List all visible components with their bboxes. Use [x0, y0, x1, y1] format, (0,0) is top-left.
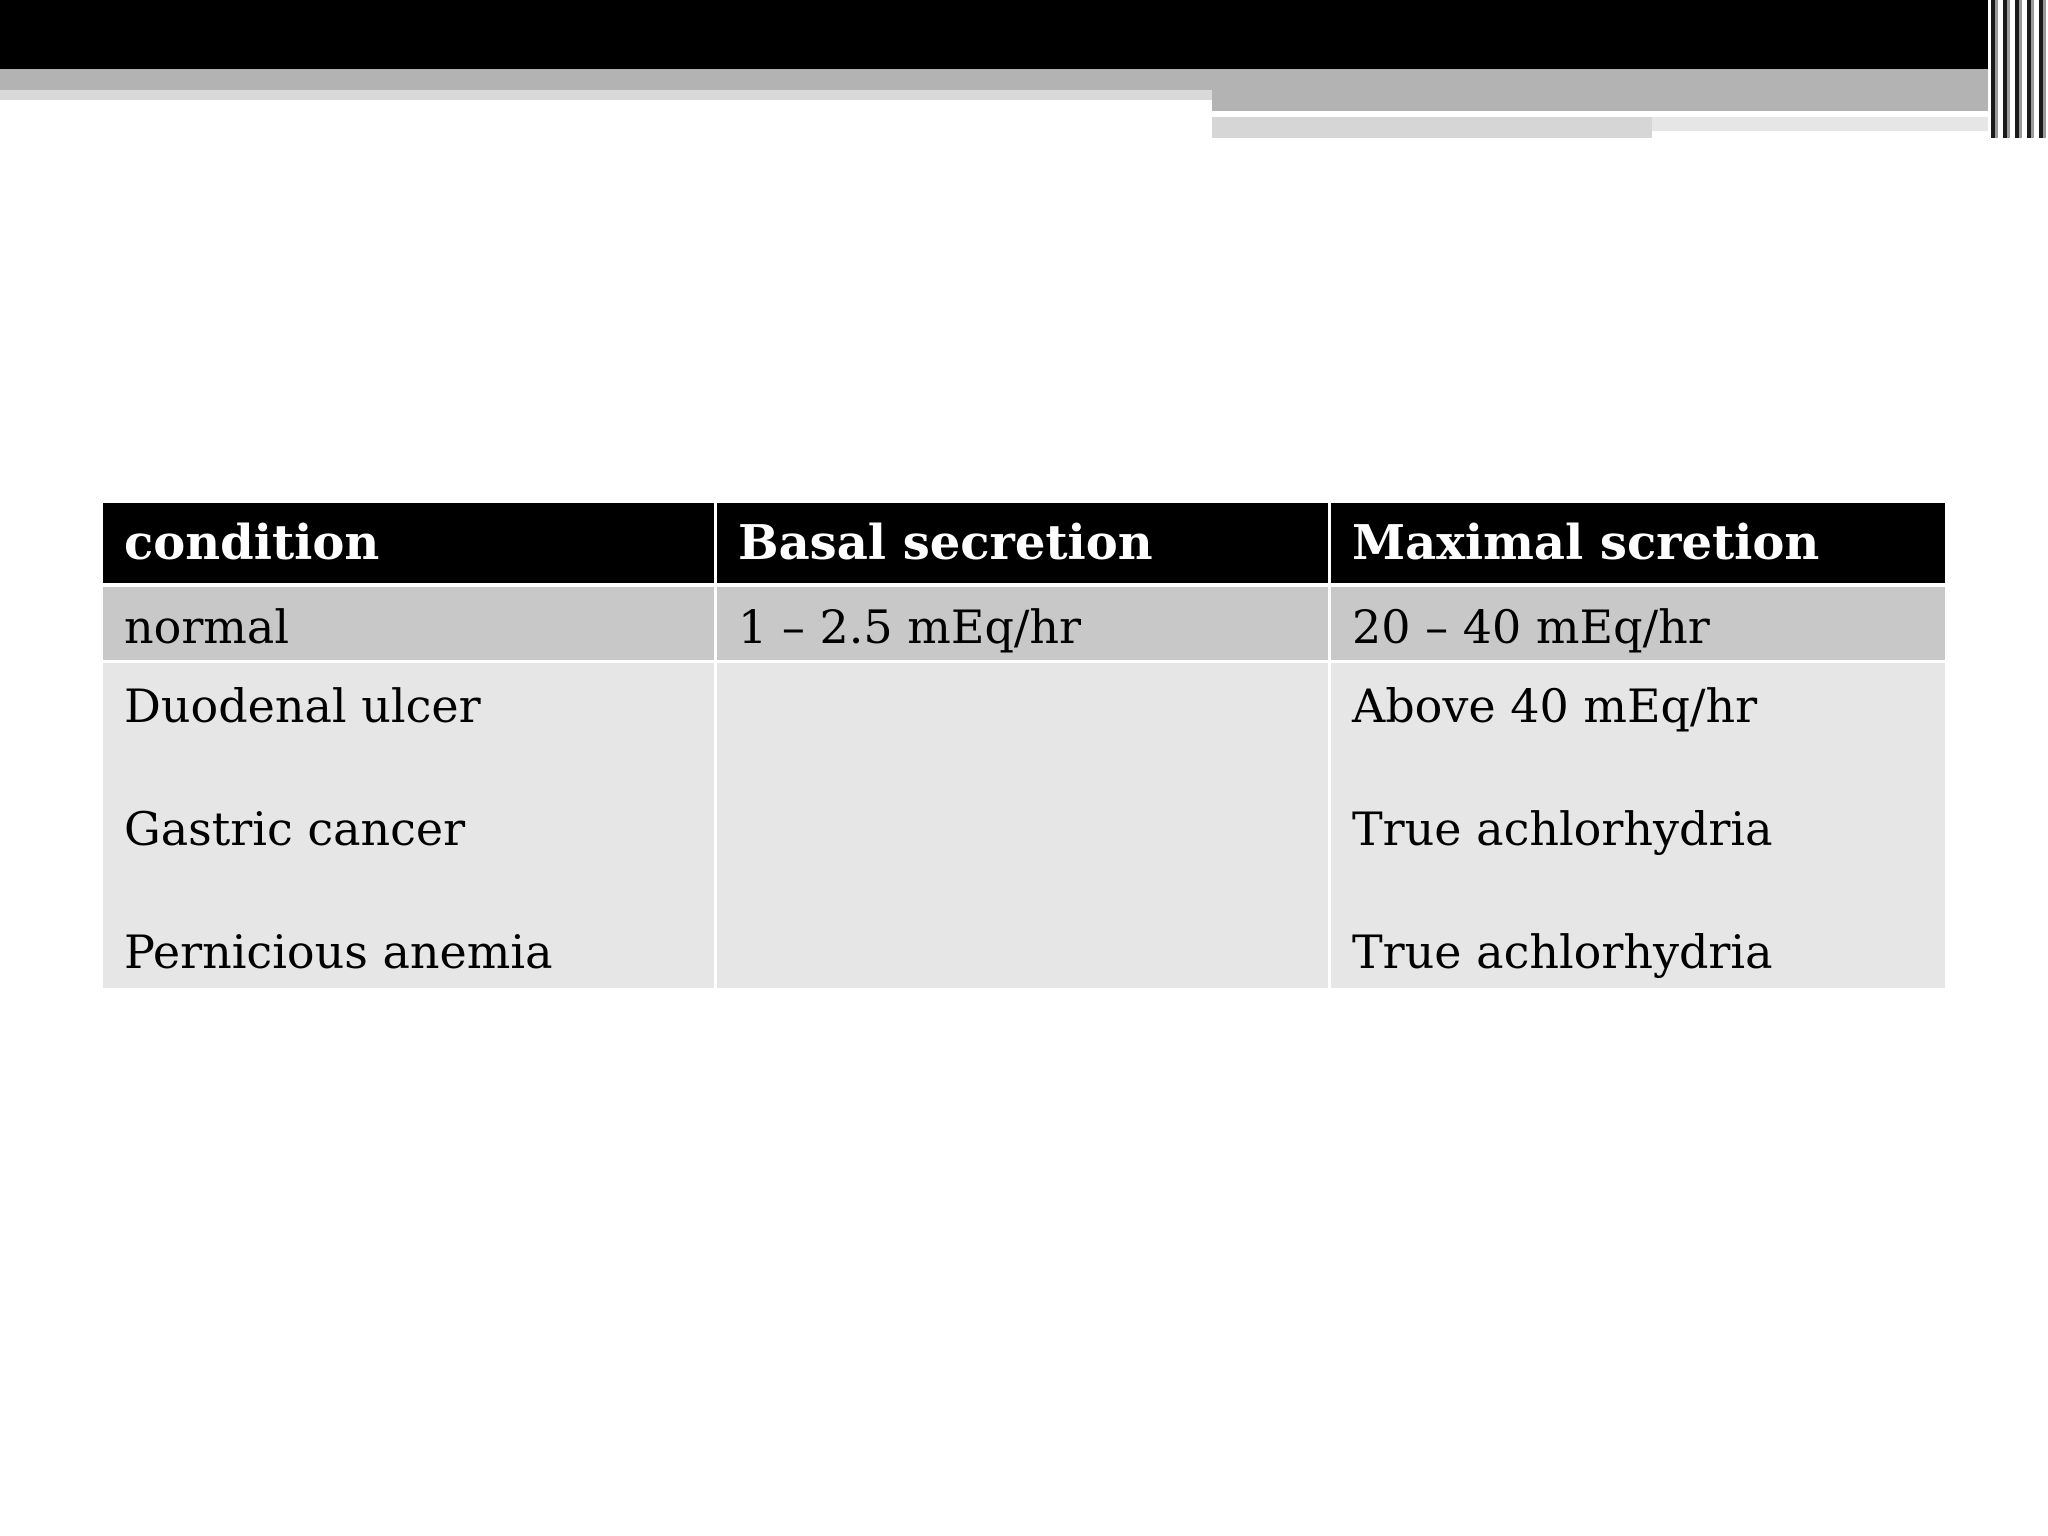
table-row [103, 583, 1945, 663]
cell-basal-empty [717, 663, 1331, 988]
maximal-gastric-cancer: True achlorhydria [1352, 802, 1773, 856]
header-basal-secretion: Basal secretion [717, 503, 1331, 583]
header-bar-black [0, 0, 2048, 69]
header-bar-grey-lower [1212, 117, 1652, 138]
header-condition: condition [103, 503, 717, 583]
header-stripes [1988, 0, 2048, 138]
condition-duodenal-ulcer: Duodenal ulcer [124, 679, 481, 733]
condition-pernicious-anemia: Pernicious anemia [124, 925, 553, 979]
header-bar-grey [0, 69, 1212, 90]
cell-maximal-list [1331, 663, 1945, 988]
condition-gastric-cancer: Gastric cancer [124, 802, 466, 856]
table-row [103, 663, 1945, 988]
table-header-row [103, 503, 1945, 583]
header-bar-grey-right [1212, 69, 2012, 111]
maximal-duodenal-ulcer: Above 40 mEq/hr [1352, 679, 1758, 733]
secretion-table [103, 503, 1945, 988]
cell-condition: normal [103, 583, 717, 663]
cell-maximal: 20 – 40 mEq/hr [1331, 583, 1945, 663]
cell-basal: 1 – 2.5 mEq/hr [717, 583, 1331, 663]
header-maximal-secretion: Maximal scretion [1331, 503, 1945, 583]
cell-condition-list [103, 663, 717, 988]
header-bar-light-grey [0, 90, 1212, 100]
maximal-pernicious-anemia: True achlorhydria [1352, 925, 1773, 979]
header-bar-grey-lower-right [1652, 117, 2012, 131]
